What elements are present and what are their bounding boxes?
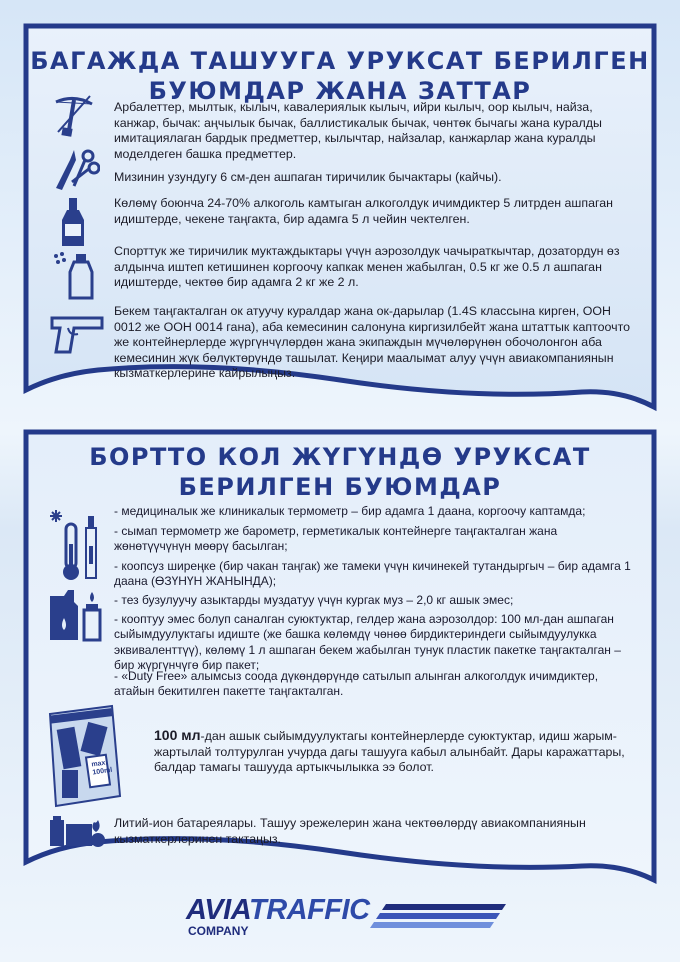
liquids-over-100ml-note: [154, 728, 634, 776]
aerosol-spray-icon: [52, 248, 96, 300]
logo-avia: AVIA: [186, 894, 249, 926]
lighter-icon: [46, 588, 108, 642]
bag-volume-label: max. 100ml: [90, 759, 113, 777]
liquids-note-emphasis: 100 мл: [154, 727, 201, 743]
thermometer-icon: [44, 506, 110, 584]
section2-title-line1: БОРТТО КОЛ ЖҮГҮНДӨ УРУКСАТ: [89, 443, 591, 471]
knife-scissors-icon: [50, 146, 100, 192]
bullet-dry-ice: - тез бузулуучу азыктарды муздатуу үчүн кургак муз – 2,0 кг ашык эмес;: [114, 593, 514, 607]
logo-wordmark: [186, 894, 370, 927]
battery-fire-icon: [46, 810, 110, 850]
bullet-liquids: - кооптуу эмес болуп саналган суюктуктар, гелдер жана аэрозолдор: 100 мл-дан ашпаган сыйымдуулуктагы идиште (же башка көлөмдү чөнөө бирдиктериндеги сыйымдуулукка эквиваленттүү), көлөмү 1 л ашпаган бекем жабылган тунук пластик пакетке таңгакталган – бир жүргүнчүгө бир пакет;: [114, 612, 621, 672]
logo-company: COMPANY: [188, 924, 249, 938]
item-household-knives: Мизинин узундугу 6 см-ден ашпаган тиричилик бычактары (кайчы).: [114, 170, 502, 184]
section1-title-line2: БУЮМДАР ЖАНА ЗАТТАР: [148, 77, 532, 105]
aviatraffic-logo: [186, 894, 506, 944]
item-firearms: Бекем таңгакталган ок атуучу куралдар жана ок-дарылар (1.4S классына кирген, ООН 0012 же ООН 0014 гана), аба кемесинин салонуна киргизилбейт жана штаттык каптоочто же контейнерлерде жүргүнчүлөрдөн жана экипаждын мүчөлөрүнөн обочолонгон аба кемесинин жүк бөлүктөрүндө ташылат. Кеңири маалымат алуу үчүн авиакомпаниянын кызматкерлерине кайрылыңыз.: [114, 304, 630, 380]
pistol-icon: [48, 314, 104, 354]
item-weapons: Арбалеттер, мылтык, кылыч, кавалериялык кылыч, ийри кылыч, оор кылыч, найза, канжар, бычак: аңчылык бычак, баллистикалык бычак, чөнтөк бычагы жана куралды имитациялаган бардык предметтер, кылычтар, найзалар, канжарлар жана куралды моделдеген башка предметтер.: [114, 100, 602, 161]
item-aerosols: Спорттук же тиричилик муктаждыктары үчүн аэрозолдук чачыраткычтар, дозатордун өз алдынча иштеп кетишинен коргоочу капкак менен жабылган, 0.5 кг же 0.5 л ашпаган идиштерде, чектөө бир адамга 2 кг же 2 л.: [114, 244, 620, 289]
logo-traffic: TRAFFIC: [248, 894, 370, 926]
section-baggage-allowed: [22, 22, 658, 422]
section2-title-line2: БЕРИЛГЕН БУЮМДАР: [178, 473, 502, 501]
bullet-matches-lighter: - коопсуз ширеңке (бир чакан таңгак) же тамеки үчүн кичинекей тутандыргыч – бир адамга 1 даана (ӨЗҮНҮН ЖАНЫНДА);: [114, 559, 631, 589]
bullet-medical-thermometer: - медициналык же клиникалык термометр – бир адамга 1 даана, коргоочу каптамда;: [114, 504, 586, 518]
section-cabin-allowed: [22, 428, 658, 892]
crossbow-icon: [50, 92, 100, 142]
alcohol-bottle-icon: [58, 196, 88, 248]
lithium-battery-note: Литий-ион батареялары. Ташуу эрежелерин жана чектөөлөрдү авиакомпаниянын кызматкерлеринен тактаңыз.: [114, 816, 586, 846]
bullet-mercury-thermometer: - сымап термометр же барометр, герметикалык контейнерге таңгакталган жана жөнөтүүчүнүн мөөрү басылган;: [114, 524, 558, 554]
liquids-bag-icon: [44, 704, 124, 808]
item-alcohol: Көлөмү боюнча 24-70% алкоголь камтыган алкоголдук ичимдиктер 5 литрден ашпаган идиштерде, чекене таңгакта, бир адамга 5 л чейин чектелген.: [114, 196, 613, 226]
bullet-duty-free: - «Duty Free» алымсыз соода дүкөндөрүндө сатылып алынган алкоголдук ичимдиктер, атайын бекитилген пакетте таңгакталган.: [114, 669, 599, 699]
liquids-note-text: 100 мл-дан ашык сыйымдуулуктагы контейнерлерде суюктуктар, идиш жарым-жартылай толтурулган учурда дагы ташууга кабыл алынбайт. Дары каражаттары, балдар тамагы ташууда артыкчылыкка ээ болот.: [154, 727, 625, 774]
section1-title-line1: БАГАЖДА ТАШУУГА УРУКСАТ БЕРИЛГЕН: [30, 47, 650, 75]
